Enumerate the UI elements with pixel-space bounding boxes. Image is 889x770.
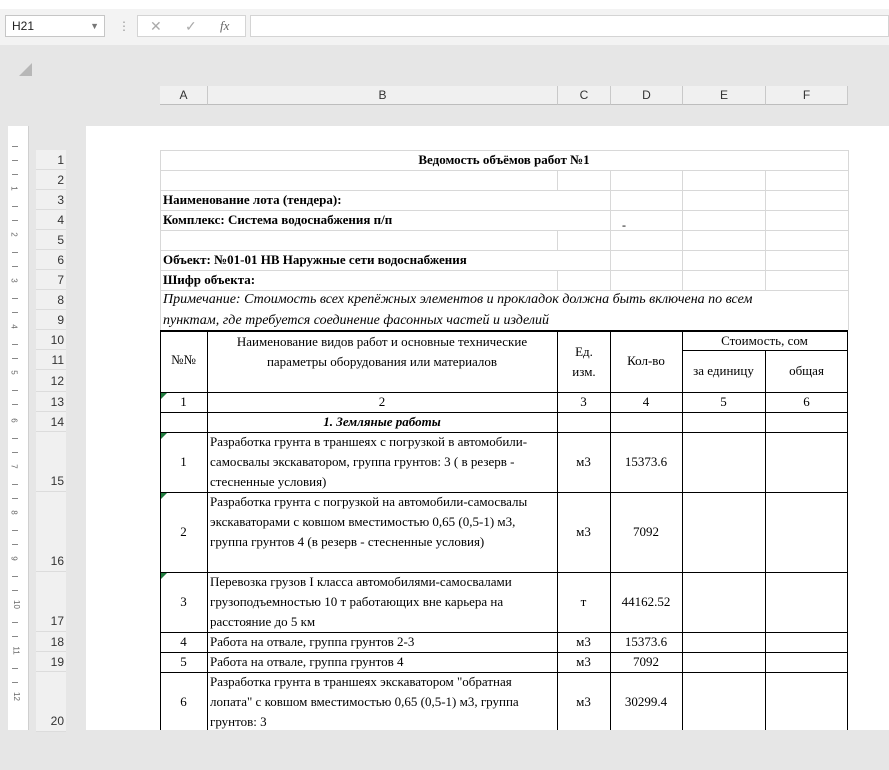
column-header-f[interactable]: F [765, 86, 848, 105]
vertical-ruler: 1 2 3 4 5 6 7 8 9 10 11 12 [8, 126, 29, 730]
sheet-title[interactable]: Ведомость объёмов работ №1 [418, 152, 590, 167]
row-header[interactable]: 1 [36, 150, 66, 170]
cipher-label[interactable]: Шифр объекта: [163, 272, 256, 287]
error-indicator-icon [161, 493, 167, 499]
row-header[interactable]: 13 [36, 392, 66, 412]
error-indicator-icon [161, 573, 167, 579]
more-options-icon[interactable]: ⋮ [118, 19, 130, 33]
header-unit[interactable]: Ед. изм. [572, 344, 596, 379]
row-header[interactable]: 17 [36, 572, 66, 632]
cancel-icon[interactable]: ✕ [150, 18, 162, 34]
ruler-mark: 1 [9, 186, 19, 191]
column-header-c[interactable]: C [557, 86, 610, 105]
column-header-e[interactable]: E [682, 86, 765, 105]
dash-cell[interactable]: - [622, 218, 626, 232]
item-quantity[interactable]: 7092 [633, 524, 659, 539]
column-header-a[interactable]: A [160, 86, 207, 105]
row-header[interactable]: 20 [36, 672, 66, 732]
object-label[interactable]: Объект: №01-01 НВ Наружные сети водоснабжения [163, 252, 467, 267]
col-number[interactable]: 1 [180, 394, 187, 409]
item-unit[interactable]: т [580, 594, 587, 609]
item-quantity[interactable]: 7092 [633, 654, 659, 669]
item-name[interactable]: Перевозка грузов I класса автомобилями-самосвалами грузоподъемностью 10 т работающих вне карьера на расстояние до 5 км [210, 574, 512, 629]
row-header[interactable]: 18 [36, 632, 66, 652]
select-all-icon[interactable] [19, 63, 32, 76]
row-header[interactable]: 5 [36, 230, 66, 250]
item-quantity[interactable]: 30299.4 [624, 694, 668, 709]
item-unit[interactable]: м3 [576, 654, 591, 669]
item-name[interactable]: Разработка грунта с погрузкой на автомобили-самосвалы экскаваторами с ковшом вместимостью 0,65 (0,5-1) м3, группа грунтов 4 (в резерв - стесненные условия) [210, 494, 528, 549]
header-number[interactable]: №№ [171, 352, 196, 367]
item-unit[interactable]: м3 [576, 694, 591, 709]
col-number[interactable]: 5 [720, 394, 727, 409]
formula-input[interactable] [250, 15, 889, 37]
note-line-1[interactable]: Примечание: Стоимость всех крепёжных элементов и прокладок должна быть включена по всем [163, 292, 753, 307]
header-quantity[interactable]: Кол-во [627, 353, 665, 368]
col-number[interactable]: 2 [378, 394, 386, 409]
item-name[interactable]: Разработка грунта в траншеях с погрузкой в автомобили-самосвалы экскаватором, группа грунтов: 3 ( в резерв - стесненные условия) [210, 434, 528, 489]
header-cost[interactable]: Стоимость, сом [721, 333, 808, 348]
item-unit[interactable]: м3 [576, 454, 591, 469]
column-header-b[interactable]: B [207, 86, 557, 105]
note-line-2[interactable]: пунктам, где требуется соединение фасонных частей и изделий [163, 313, 549, 328]
item-unit[interactable]: м3 [576, 524, 591, 539]
row-header[interactable]: 11 [36, 350, 66, 370]
item-number[interactable]: 1 [180, 454, 187, 469]
chevron-down-icon[interactable]: ▼ [90, 21, 99, 31]
item-unit[interactable]: м3 [576, 634, 591, 649]
item-number[interactable]: 4 [180, 634, 187, 649]
item-number[interactable]: 3 [180, 594, 187, 609]
row-header[interactable]: 6 [36, 250, 66, 270]
error-indicator-icon [161, 433, 167, 439]
insert-function-icon[interactable]: fx [220, 18, 230, 33]
name-box[interactable] [5, 15, 105, 37]
row-header[interactable]: 3 [36, 190, 66, 210]
enter-icon[interactable]: ✓ [185, 18, 197, 34]
row-header[interactable]: 10 [36, 330, 66, 350]
col-number[interactable]: 3 [580, 394, 587, 409]
row-header[interactable]: 16 [36, 492, 66, 572]
row-header[interactable]: 15 [36, 432, 66, 492]
row-header[interactable]: 2 [36, 170, 66, 190]
formula-buttons [137, 15, 246, 37]
column-header-d[interactable]: D [610, 86, 682, 105]
row-header[interactable]: 7 [36, 270, 66, 290]
name-box-value: H21 [12, 19, 35, 33]
row-header[interactable]: 9 [36, 310, 66, 330]
item-quantity[interactable]: 15373.6 [624, 454, 668, 469]
header-per-unit[interactable]: за единицу [693, 363, 754, 378]
item-number[interactable]: 2 [180, 524, 187, 539]
section-title[interactable]: 1. Земляные работы [323, 414, 441, 429]
item-name[interactable]: Разработка грунта в траншеях экскаватором "обратная лопата" с ковшом вместимостью 0,65 (0,5-1) м3, группа грунтов: 3 [210, 674, 519, 729]
row-header[interactable]: 8 [36, 290, 66, 310]
header-name[interactable]: Наименование видов работ и основные технические параметры оборудования или материалов [236, 334, 528, 369]
formula-bar [0, 9, 889, 45]
col-number[interactable]: 6 [803, 394, 810, 409]
lot-label[interactable]: Наименование лота (тендера): [163, 192, 342, 207]
item-quantity[interactable]: 44162.52 [621, 594, 671, 609]
item-number[interactable]: 6 [180, 694, 187, 709]
item-number[interactable]: 5 [180, 654, 187, 669]
item-name[interactable]: Работа на отвале, группа грунтов 4 [210, 654, 404, 669]
complex-label[interactable]: Комплекс: Система водоснабжения п/п [163, 212, 393, 227]
row-header[interactable]: 12 [36, 370, 66, 392]
row-header[interactable]: 4 [36, 210, 66, 230]
row-header[interactable]: 19 [36, 652, 66, 672]
header-total[interactable]: общая [789, 363, 824, 378]
row-header[interactable]: 14 [36, 412, 66, 432]
item-quantity[interactable]: 15373.6 [624, 634, 668, 649]
col-number[interactable]: 4 [642, 394, 650, 409]
item-name[interactable]: Работа на отвале, группа грунтов 2-3 [210, 634, 415, 649]
